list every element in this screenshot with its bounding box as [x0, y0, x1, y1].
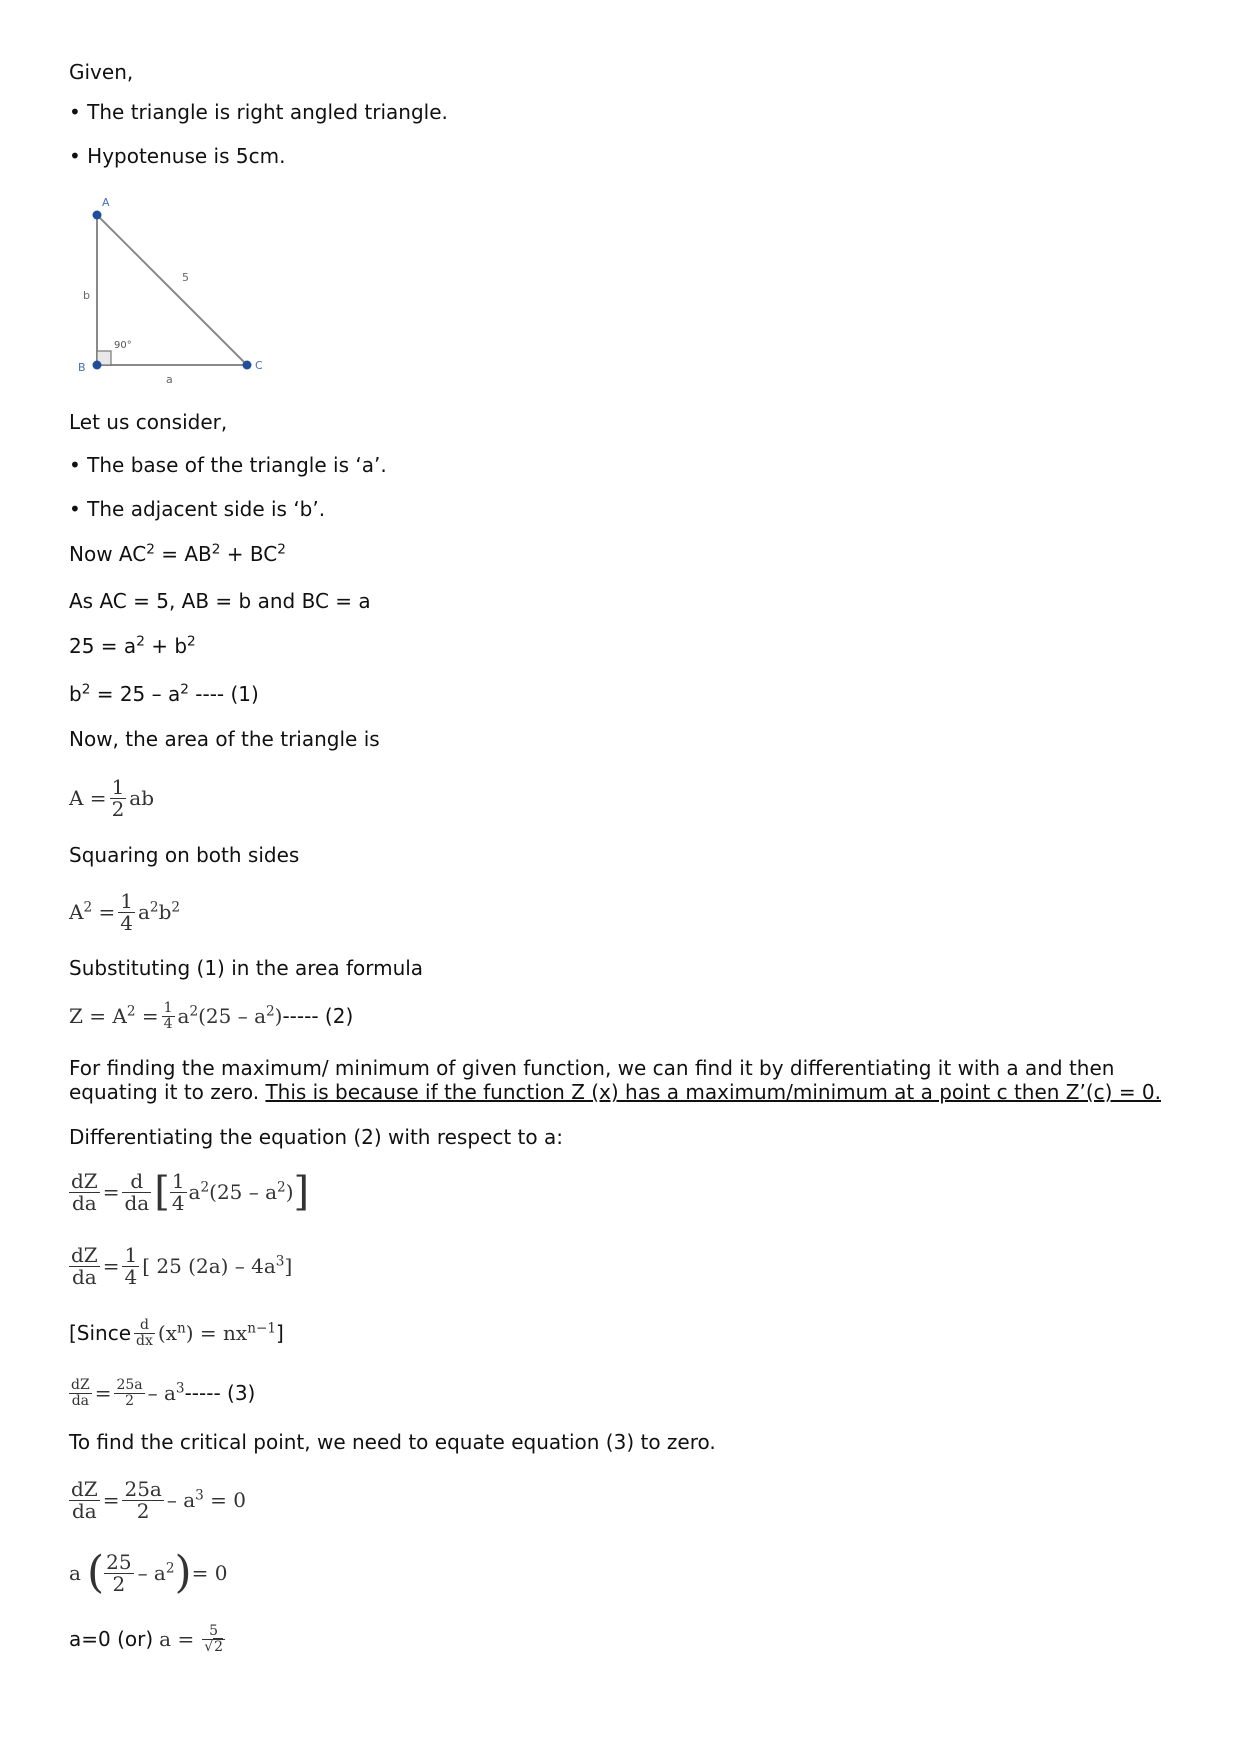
- cube-exp: 3: [195, 1487, 204, 1504]
- close-paren: ): [274, 1004, 283, 1028]
- expansion-term: [ 25 (2a) – 4a: [142, 1254, 276, 1278]
- numerator: dZ: [71, 1476, 98, 1501]
- a-text: A: [69, 900, 84, 924]
- result-text: a=0 (or): [69, 1627, 154, 1651]
- close-paren: ): [285, 1180, 294, 1204]
- a-term: a: [188, 1180, 201, 1204]
- denominator: da: [69, 1393, 92, 1409]
- numerator: 25: [106, 1549, 132, 1574]
- denominator: [202, 1639, 225, 1655]
- numerator: 25a: [124, 1476, 162, 1501]
- area-formula: [69, 770, 154, 826]
- ac-text: Now AC: [69, 542, 147, 566]
- eq-text: =: [135, 1004, 159, 1028]
- minus-a-term: – a: [147, 1381, 176, 1405]
- eq3-tag: ----- (3): [184, 1381, 256, 1405]
- point-a: [93, 211, 102, 220]
- minus-a2-term: – a: [137, 1561, 166, 1585]
- sqrt-argument: 2: [214, 1638, 224, 1655]
- paren-term: (25 – a: [209, 1180, 278, 1204]
- numerator: 1: [111, 774, 125, 799]
- numerator: d: [139, 1316, 149, 1333]
- denominator: 4: [120, 910, 133, 935]
- close-paren: ): [174, 1547, 192, 1598]
- eq1-tag: ---- (1): [188, 682, 259, 706]
- denominator: 4: [124, 1264, 138, 1289]
- fraction-quarter: [170, 1168, 187, 1215]
- cube-exp: 3: [275, 1253, 285, 1270]
- bullet-hypotenuse: • Hypotenuse is 5cm.: [69, 144, 286, 168]
- close-bracket: ]: [284, 1254, 293, 1278]
- fraction-25a-2-small: [114, 1378, 144, 1408]
- eq-sign: =: [102, 1180, 120, 1204]
- factored-equation: [69, 1540, 228, 1606]
- numerator: 25a: [116, 1376, 143, 1393]
- differentiating-heading: Differentiating the equation (2) with respect to a:: [69, 1125, 563, 1149]
- fraction-dz-da-small: [69, 1378, 92, 1408]
- a-term: a: [137, 900, 150, 924]
- sq-exp: 2: [136, 633, 145, 650]
- open-paren: (: [86, 1547, 105, 1598]
- fraction-25-2: [104, 1549, 133, 1596]
- label-angle: 90°: [114, 340, 132, 351]
- numerator: dZ: [71, 1168, 98, 1193]
- fraction-d-dx: [134, 1318, 155, 1348]
- bullet-right-angled: • The triangle is right angled triangle.: [69, 100, 448, 124]
- pythagoras-line: [69, 542, 286, 566]
- triangle-figure: [70, 195, 270, 390]
- sq-exp: 2: [277, 541, 286, 558]
- sq-exp: 2: [83, 899, 93, 916]
- bc-text: + BC: [220, 542, 278, 566]
- fraction-dz-da: [69, 1242, 100, 1289]
- given-heading: Given,: [69, 60, 134, 84]
- a-factor: a: [69, 1561, 81, 1585]
- sq-exp: 2: [277, 1179, 286, 1196]
- equation-3-line: [69, 1370, 255, 1416]
- denominator: da: [69, 1500, 100, 1522]
- fraction-quarter: [118, 888, 135, 935]
- eq-sign: =: [102, 1254, 120, 1278]
- fraction-half: [110, 774, 127, 821]
- bullet-base: • The base of the triangle is ‘a’.: [69, 453, 387, 477]
- denominator: 2: [104, 1573, 133, 1595]
- numerator: 1: [124, 1242, 138, 1267]
- n-minus-1-exp: n−1: [247, 1320, 276, 1337]
- reason-plain: For finding the maximum/ minimum of given function, we can find it by differentiating it with a and then equating it to zero.: [69, 1056, 1115, 1104]
- sqrt-symbol: √: [204, 1638, 214, 1655]
- as-line: As AC = 5, AB = b and BC = a: [69, 589, 371, 613]
- n-exp: n: [176, 1320, 186, 1337]
- fraction-5-root2: [202, 1624, 225, 1654]
- denominator: da: [124, 1190, 150, 1215]
- fraction-dz-da: [69, 1476, 100, 1523]
- eq-text: =: [92, 900, 116, 924]
- equation-1-line: [69, 682, 259, 706]
- denominator: 4: [171, 1190, 185, 1215]
- label-c: C: [255, 359, 263, 372]
- substituting-heading: Substituting (1) in the area formula: [69, 956, 424, 980]
- label-b: B: [78, 361, 86, 374]
- z-lhs: Z = A: [69, 1004, 127, 1028]
- sq-exp: 2: [189, 1003, 199, 1020]
- result-a: a =: [159, 1627, 195, 1651]
- sum-squares-line: [69, 634, 196, 658]
- critical-equation: [69, 1470, 246, 1530]
- paren-term: (25 – a: [198, 1004, 266, 1028]
- since-rule-line: [69, 1310, 284, 1356]
- sq-exp: 2: [165, 1560, 175, 1577]
- denominator: 2: [114, 1393, 144, 1409]
- denominator: 2: [122, 1500, 163, 1522]
- fraction-25a-2: [122, 1476, 163, 1523]
- fraction-quarter-small: [162, 1001, 175, 1031]
- numerator: 5: [209, 1622, 219, 1639]
- denominator: 2: [111, 796, 125, 821]
- consider-heading: Let us consider,: [69, 410, 228, 434]
- derivative-line-1: [69, 1162, 309, 1222]
- squaring-heading: Squaring on both sides: [69, 843, 300, 867]
- close-bracket: ]: [293, 1169, 310, 1215]
- since-text: [Since: [69, 1321, 132, 1345]
- denominator: da: [69, 1192, 100, 1214]
- critical-heading: To find the critical point, we need to equate equation (3) to zero.: [69, 1430, 716, 1454]
- denominator: dx: [136, 1332, 153, 1349]
- equation-2-line: [69, 994, 353, 1038]
- area-lhs: A =: [69, 786, 107, 810]
- point-c: [243, 361, 252, 370]
- x-term: (x: [157, 1321, 177, 1345]
- critical-result: [69, 1614, 228, 1664]
- denominator: da: [69, 1266, 100, 1288]
- eq2-tag: ----- (2): [282, 1004, 354, 1028]
- a-term: a: [177, 1004, 190, 1028]
- ab-term: ab: [129, 786, 155, 810]
- sq-exp: 2: [146, 541, 155, 558]
- numerator: dZ: [71, 1242, 98, 1267]
- derivative-line-2: [69, 1236, 292, 1296]
- sq-exp: 2: [266, 1003, 275, 1020]
- sq-exp: 2: [149, 899, 159, 916]
- plus-b-text: + b: [144, 634, 188, 658]
- b2-rest-text: = 25 – a: [90, 682, 181, 706]
- minus-a-term: – a: [166, 1488, 196, 1512]
- sq-exp: 2: [171, 899, 181, 916]
- fraction-d-da: [122, 1168, 151, 1215]
- numerator: d: [130, 1168, 144, 1193]
- sq-exp: 2: [81, 681, 91, 698]
- open-bracket: [: [154, 1169, 170, 1215]
- denominator: 4: [163, 1015, 173, 1032]
- eq-sign: =: [94, 1381, 112, 1405]
- sq-exp: 2: [211, 541, 221, 558]
- eq-sign: =: [102, 1488, 120, 1512]
- sq-exp: 2: [200, 1179, 210, 1196]
- bullet-adjacent: • The adjacent side is ‘b’.: [69, 497, 326, 521]
- area-squared-formula: [69, 884, 180, 940]
- fraction-quarter: [122, 1242, 139, 1289]
- b-text: b: [69, 682, 82, 706]
- eq-zero: = 0: [191, 1561, 228, 1585]
- fraction-dz-da: [69, 1168, 100, 1215]
- numerator: 1: [120, 888, 133, 913]
- reason-underlined: This is because if the function Z (x) has a maximum/minimum at a point c then Z’(c) = 0.: [265, 1080, 1162, 1104]
- sq-exp: 2: [180, 681, 189, 698]
- ab-text: = AB: [154, 542, 212, 566]
- label-side-b: b: [83, 289, 90, 302]
- reasoning-paragraph: [69, 1056, 1179, 1104]
- label-a: A: [102, 196, 110, 209]
- since-close: ]: [275, 1321, 284, 1345]
- numerator: dZ: [71, 1376, 90, 1393]
- label-hypotenuse: 5: [182, 271, 189, 284]
- cube-exp: 3: [175, 1380, 185, 1397]
- label-side-a: a: [166, 373, 173, 386]
- eq-zero: = 0: [203, 1488, 246, 1512]
- area-heading: Now, the area of the triangle is: [69, 727, 380, 751]
- sq-exp: 2: [187, 633, 196, 650]
- numerator: 1: [163, 999, 173, 1016]
- numerator: 1: [171, 1168, 185, 1193]
- nx-term: ) = nx: [185, 1321, 248, 1345]
- twentyfive-text: 25 = a: [69, 634, 137, 658]
- sq-exp: 2: [126, 1003, 136, 1020]
- b-term: b: [158, 900, 172, 924]
- point-b: [93, 361, 102, 370]
